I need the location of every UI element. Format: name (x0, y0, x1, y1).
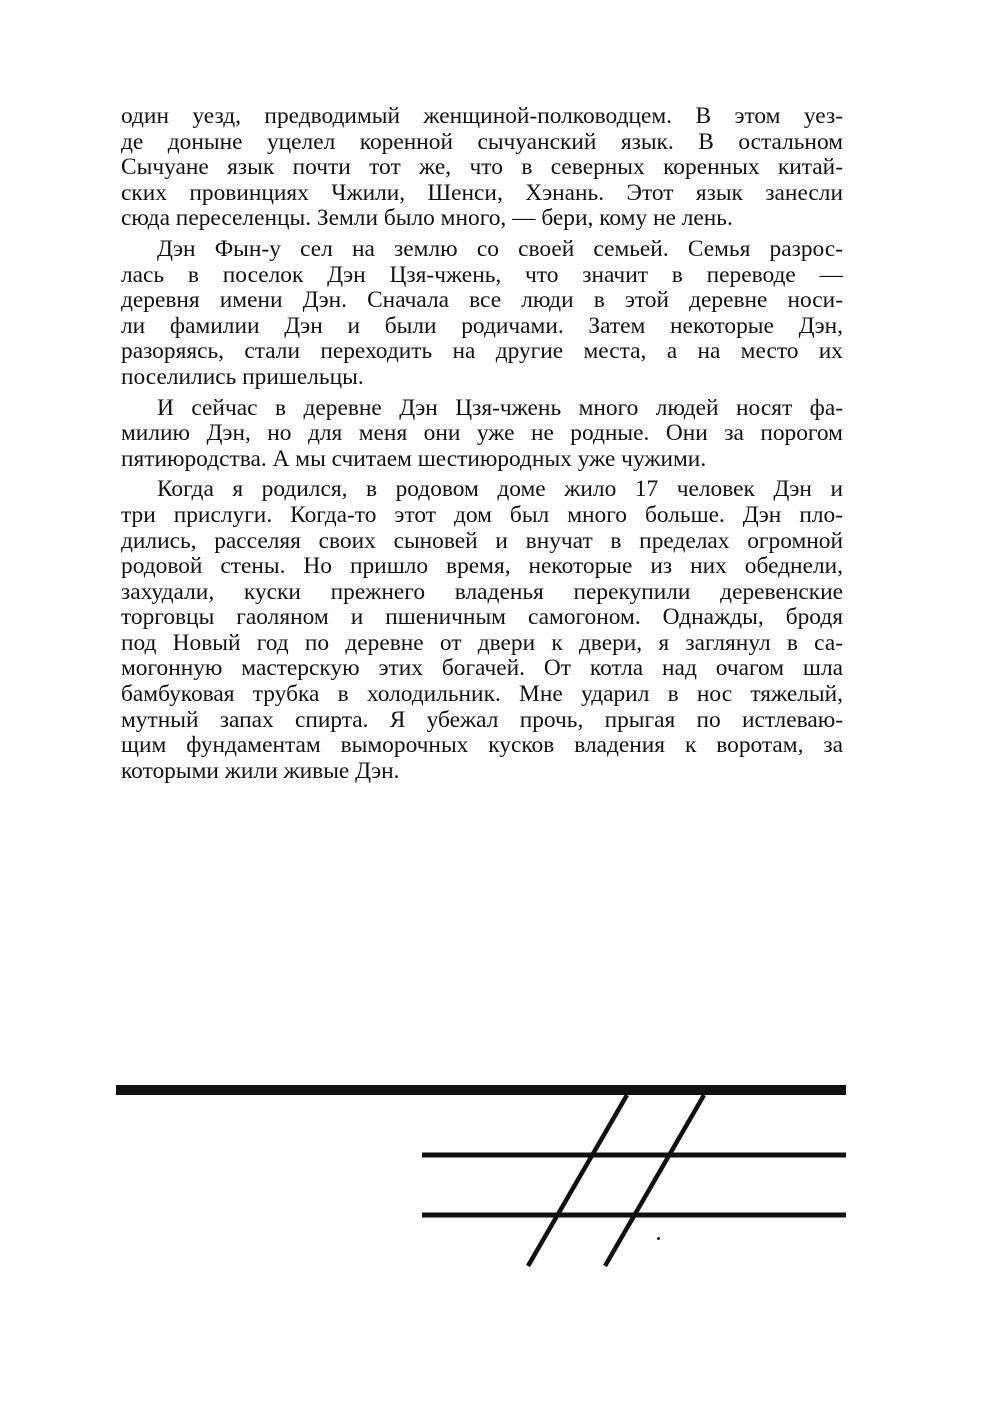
divider-slash-right (605, 1095, 704, 1266)
text-line: бамбуковая трубка в холодильник. Мне ударил в нос тяжелый, (121, 681, 843, 708)
print-speck (657, 1237, 660, 1240)
text-line: де доныне уцелел коренной сычуанский язык. В остальном (121, 128, 843, 155)
text-line: торговцы гаоляном и пшеничным самогоном. Однажды, бродя (121, 604, 843, 631)
divider-slash-left (528, 1095, 627, 1266)
text-line: родовой стены. Но пришло время, некоторые из них обеднели, (121, 553, 843, 580)
text-line: три прислуги. Когда-то этот дом был много больше. Дэн пло- (121, 501, 843, 528)
text-line: сюда переселенцы. Земли было много, — бери, кому не лень. (121, 205, 733, 232)
text-line: ских провинциях Чжили, Шенси, Хэнань. Этот язык занесли (121, 179, 843, 206)
text-line: один уезд, предводимый женщиной-полководцем. В этом уез- (121, 103, 843, 129)
text-line: пятиюродства. А мы считаем шестиюродных уже чужими. (121, 445, 707, 472)
text-line: мутный запах спирта. Я убежал прочь, прыгая по истлеваю- (121, 706, 843, 733)
text-line: милию Дэн, но для меня они уже не родные. Они за порогом (121, 420, 843, 447)
text-line: ли фамилии Дэн и были родичами. Затем некоторые Дэн, (121, 312, 843, 339)
text-line: дились, расселяя своих сыновей и внучат в пределах огромной (121, 527, 843, 554)
text-line: поселились пришельцы. (121, 363, 364, 390)
text-line: Дэн Фын-у сел на землю со своей семьей. Семья разрос- (157, 235, 843, 262)
text-line: лась в поселок Дэн Цзя-чжень, что значит в переводе — (121, 261, 843, 288)
text-line: И сейчас в деревне Дэн Цзя-чжень много людей носят фа- (157, 394, 843, 421)
text-line: могонную мастерскую этих богачей. От котла над очагом шла (121, 655, 843, 682)
text-line: под Новый год по деревне от двери к двери, я заглянул в са- (121, 629, 843, 656)
text-line: которыми жили живые Дэн. (121, 757, 400, 784)
text-line: разоряясь, стали переходить на другие места, а на место их (121, 338, 843, 365)
text-line: щим фундаментам выморочных кусков владения к воротам, за (121, 732, 843, 759)
text-line: Когда я родился, в родовом доме жило 17 человек Дэн и (157, 476, 843, 503)
text-line: захудали, куски прежнего владенья перекупили деревенские (121, 578, 843, 605)
text-line: деревня имени Дэн. Сначала все люди в этой деревне носи- (121, 287, 843, 314)
text-line: Сычуане язык почти тот же, что в северных коренных китай- (121, 154, 843, 181)
